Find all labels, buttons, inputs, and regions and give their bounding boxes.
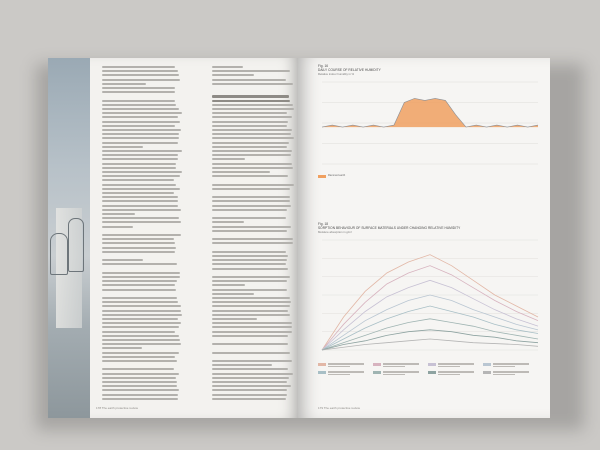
- text-line: [212, 79, 286, 81]
- text-line: [102, 385, 177, 387]
- text-line: [102, 100, 175, 102]
- text-line: [102, 314, 182, 316]
- text-line: [212, 184, 294, 186]
- series-line-4: [322, 295, 538, 350]
- text-line: [102, 146, 143, 148]
- figure-top-legend: [318, 174, 364, 178]
- text-line: [102, 213, 135, 215]
- figure-bottom-title: SORPTION BEHAVIOUR OF SURFACE MATERIALS UNDER CHANGING RELATIVE HUMIDITY: [318, 226, 461, 230]
- text-line: [102, 150, 182, 152]
- text-line: [102, 192, 174, 194]
- text-line: [212, 95, 289, 98]
- text-line: [102, 356, 175, 358]
- series-line-8: [322, 339, 538, 350]
- series-line-1: [322, 255, 538, 350]
- legend-swatch-4: [483, 363, 491, 366]
- text-line: [102, 398, 178, 400]
- text-line: [212, 385, 291, 387]
- text-line: [102, 259, 143, 261]
- text-line: [102, 217, 179, 219]
- text-line: [102, 276, 180, 278]
- text-line: [212, 373, 293, 375]
- text-line: [212, 343, 288, 345]
- text-line: [102, 184, 176, 186]
- text-line: [212, 238, 293, 240]
- text-line: [212, 175, 288, 177]
- text-line: [212, 196, 290, 198]
- text-line: [212, 112, 287, 114]
- text-line: [212, 352, 290, 354]
- text-line: [102, 188, 180, 190]
- text-line: [102, 121, 180, 123]
- legend-text-5: [328, 370, 366, 375]
- text-line: [212, 150, 292, 152]
- text-line: [102, 70, 178, 72]
- text-line: [212, 364, 272, 366]
- text-line: [212, 125, 287, 127]
- text-line: [212, 301, 291, 303]
- legend-rammed-earth-label: Rammed earth: [328, 174, 346, 177]
- text-line: [102, 133, 179, 135]
- text-line: [102, 171, 182, 173]
- text-line: [102, 318, 178, 320]
- legend-swatch-7: [428, 371, 436, 374]
- text-line: [212, 335, 288, 337]
- text-line: [102, 163, 176, 165]
- series-line-7: [322, 330, 538, 350]
- text-line: [102, 142, 178, 144]
- text-line: [212, 209, 287, 211]
- text-line: [212, 398, 286, 400]
- text-line: [212, 322, 292, 324]
- legend-swatch-rammed-earth: [318, 175, 326, 178]
- text-line: [102, 381, 177, 383]
- text-line: [102, 129, 181, 131]
- text-line: [212, 133, 291, 135]
- legend-swatch-6: [373, 371, 381, 374]
- text-line: [102, 301, 178, 303]
- text-line: [212, 377, 289, 379]
- text-line: [212, 167, 293, 169]
- figure-top-label: Fig. 16: [318, 64, 329, 68]
- text-line: [102, 272, 180, 274]
- text-line: [102, 377, 176, 379]
- text-line: [102, 87, 175, 89]
- legend-text-6: [383, 370, 421, 375]
- text-line: [102, 226, 133, 228]
- legend-text-7: [438, 370, 476, 375]
- text-line: [212, 171, 270, 173]
- text-line: [102, 104, 176, 106]
- legend-item-4: [483, 362, 531, 367]
- figure-bottom-subtitle: Moisture absorption in g/m²: [318, 230, 352, 234]
- text-line: [102, 280, 177, 282]
- text-line: [212, 310, 288, 312]
- legend-text-1: [328, 362, 366, 367]
- series-line-6: [322, 319, 538, 350]
- legend-item-3: [428, 362, 476, 367]
- text-line: [102, 238, 174, 240]
- humidity-chart: [318, 78, 540, 170]
- text-line: [212, 268, 288, 270]
- text-line: [212, 100, 290, 103]
- photo-tank-right: [68, 218, 84, 272]
- text-line: [102, 91, 175, 93]
- text-line: [212, 360, 292, 362]
- text-line: [212, 129, 292, 131]
- text-line: [212, 121, 288, 123]
- legend-item-2: [373, 362, 421, 367]
- text-line: [212, 188, 290, 190]
- text-line: [212, 276, 290, 278]
- text-line: [102, 83, 146, 85]
- text-line: [102, 335, 179, 337]
- text-line: [212, 251, 286, 253]
- legend-text-3: [438, 362, 476, 367]
- building-photo: [48, 58, 90, 418]
- text-line: [212, 280, 287, 282]
- legend-text-2: [383, 362, 421, 367]
- text-line: [102, 331, 175, 333]
- text-line: [102, 205, 178, 207]
- text-line: [102, 247, 176, 249]
- text-line: [212, 331, 292, 333]
- legend-swatch-1: [318, 363, 326, 366]
- text-line: [102, 154, 178, 156]
- text-line: [212, 163, 292, 165]
- legend-swatch-5: [318, 371, 326, 374]
- text-line: [102, 125, 175, 127]
- figure-bottom-label: Fig. 18: [318, 222, 329, 226]
- left-footer: 178 The earth protective review: [96, 406, 138, 410]
- legend-item-6: [373, 370, 421, 375]
- text-line: [102, 394, 178, 396]
- legend-swatch-8: [483, 371, 491, 374]
- text-line: [212, 318, 257, 320]
- text-line: [102, 108, 179, 110]
- figure-top-subtitle: Relative indoor humidity in %: [318, 72, 355, 76]
- text-line: [102, 234, 181, 236]
- text-line: [212, 289, 287, 291]
- text-line: [102, 289, 176, 291]
- text-line: [212, 146, 287, 148]
- text-line: [102, 297, 177, 299]
- text-line: [212, 226, 291, 228]
- text-line: [212, 381, 287, 383]
- text-line: [102, 175, 180, 177]
- legend-text-4: [493, 362, 531, 367]
- photo-tank-left: [50, 233, 68, 275]
- text-line: [212, 66, 243, 68]
- text-line: [212, 104, 293, 106]
- text-line: [102, 343, 181, 345]
- text-line: [212, 259, 287, 261]
- text-line: [102, 251, 175, 253]
- text-line: [102, 209, 181, 211]
- series-rammed-earth-area: [322, 98, 538, 127]
- text-line: [212, 394, 287, 396]
- text-line: [102, 66, 175, 68]
- text-line: [102, 79, 180, 81]
- text-line: [212, 217, 286, 219]
- text-line: [212, 154, 291, 156]
- text-line: [212, 83, 293, 85]
- text-line: [212, 314, 290, 316]
- text-line: [212, 205, 291, 207]
- text-line: [212, 142, 289, 144]
- text-line: [212, 108, 294, 110]
- legend-swatch-3: [428, 363, 436, 366]
- text-line: [102, 112, 182, 114]
- series-line-3: [322, 280, 538, 350]
- legend-text-8: [493, 370, 531, 375]
- text-line: [212, 297, 290, 299]
- text-line: [212, 293, 254, 295]
- text-line: [102, 167, 176, 169]
- series-line-2: [322, 266, 538, 350]
- legend-swatch-2: [373, 363, 381, 366]
- legend-item-7: [428, 370, 476, 375]
- right-footer: 179 The earth protective review: [318, 406, 360, 410]
- text-line: [212, 255, 288, 257]
- sorption-chart: [318, 236, 540, 356]
- text-line: [102, 360, 177, 362]
- text-line: [102, 373, 179, 375]
- text-line: [212, 70, 290, 72]
- figure-top-title: DAILY COURSE OF RELATIVE HUMIDITY: [318, 68, 381, 72]
- text-line: [212, 230, 287, 232]
- text-line: [102, 322, 181, 324]
- legend-item-5: [318, 370, 366, 375]
- text-line: [102, 310, 181, 312]
- text-line: [102, 339, 180, 341]
- legend-item-1: [318, 362, 366, 367]
- text-line: [102, 196, 178, 198]
- legend-item-8: [483, 370, 531, 375]
- text-line: [102, 352, 179, 354]
